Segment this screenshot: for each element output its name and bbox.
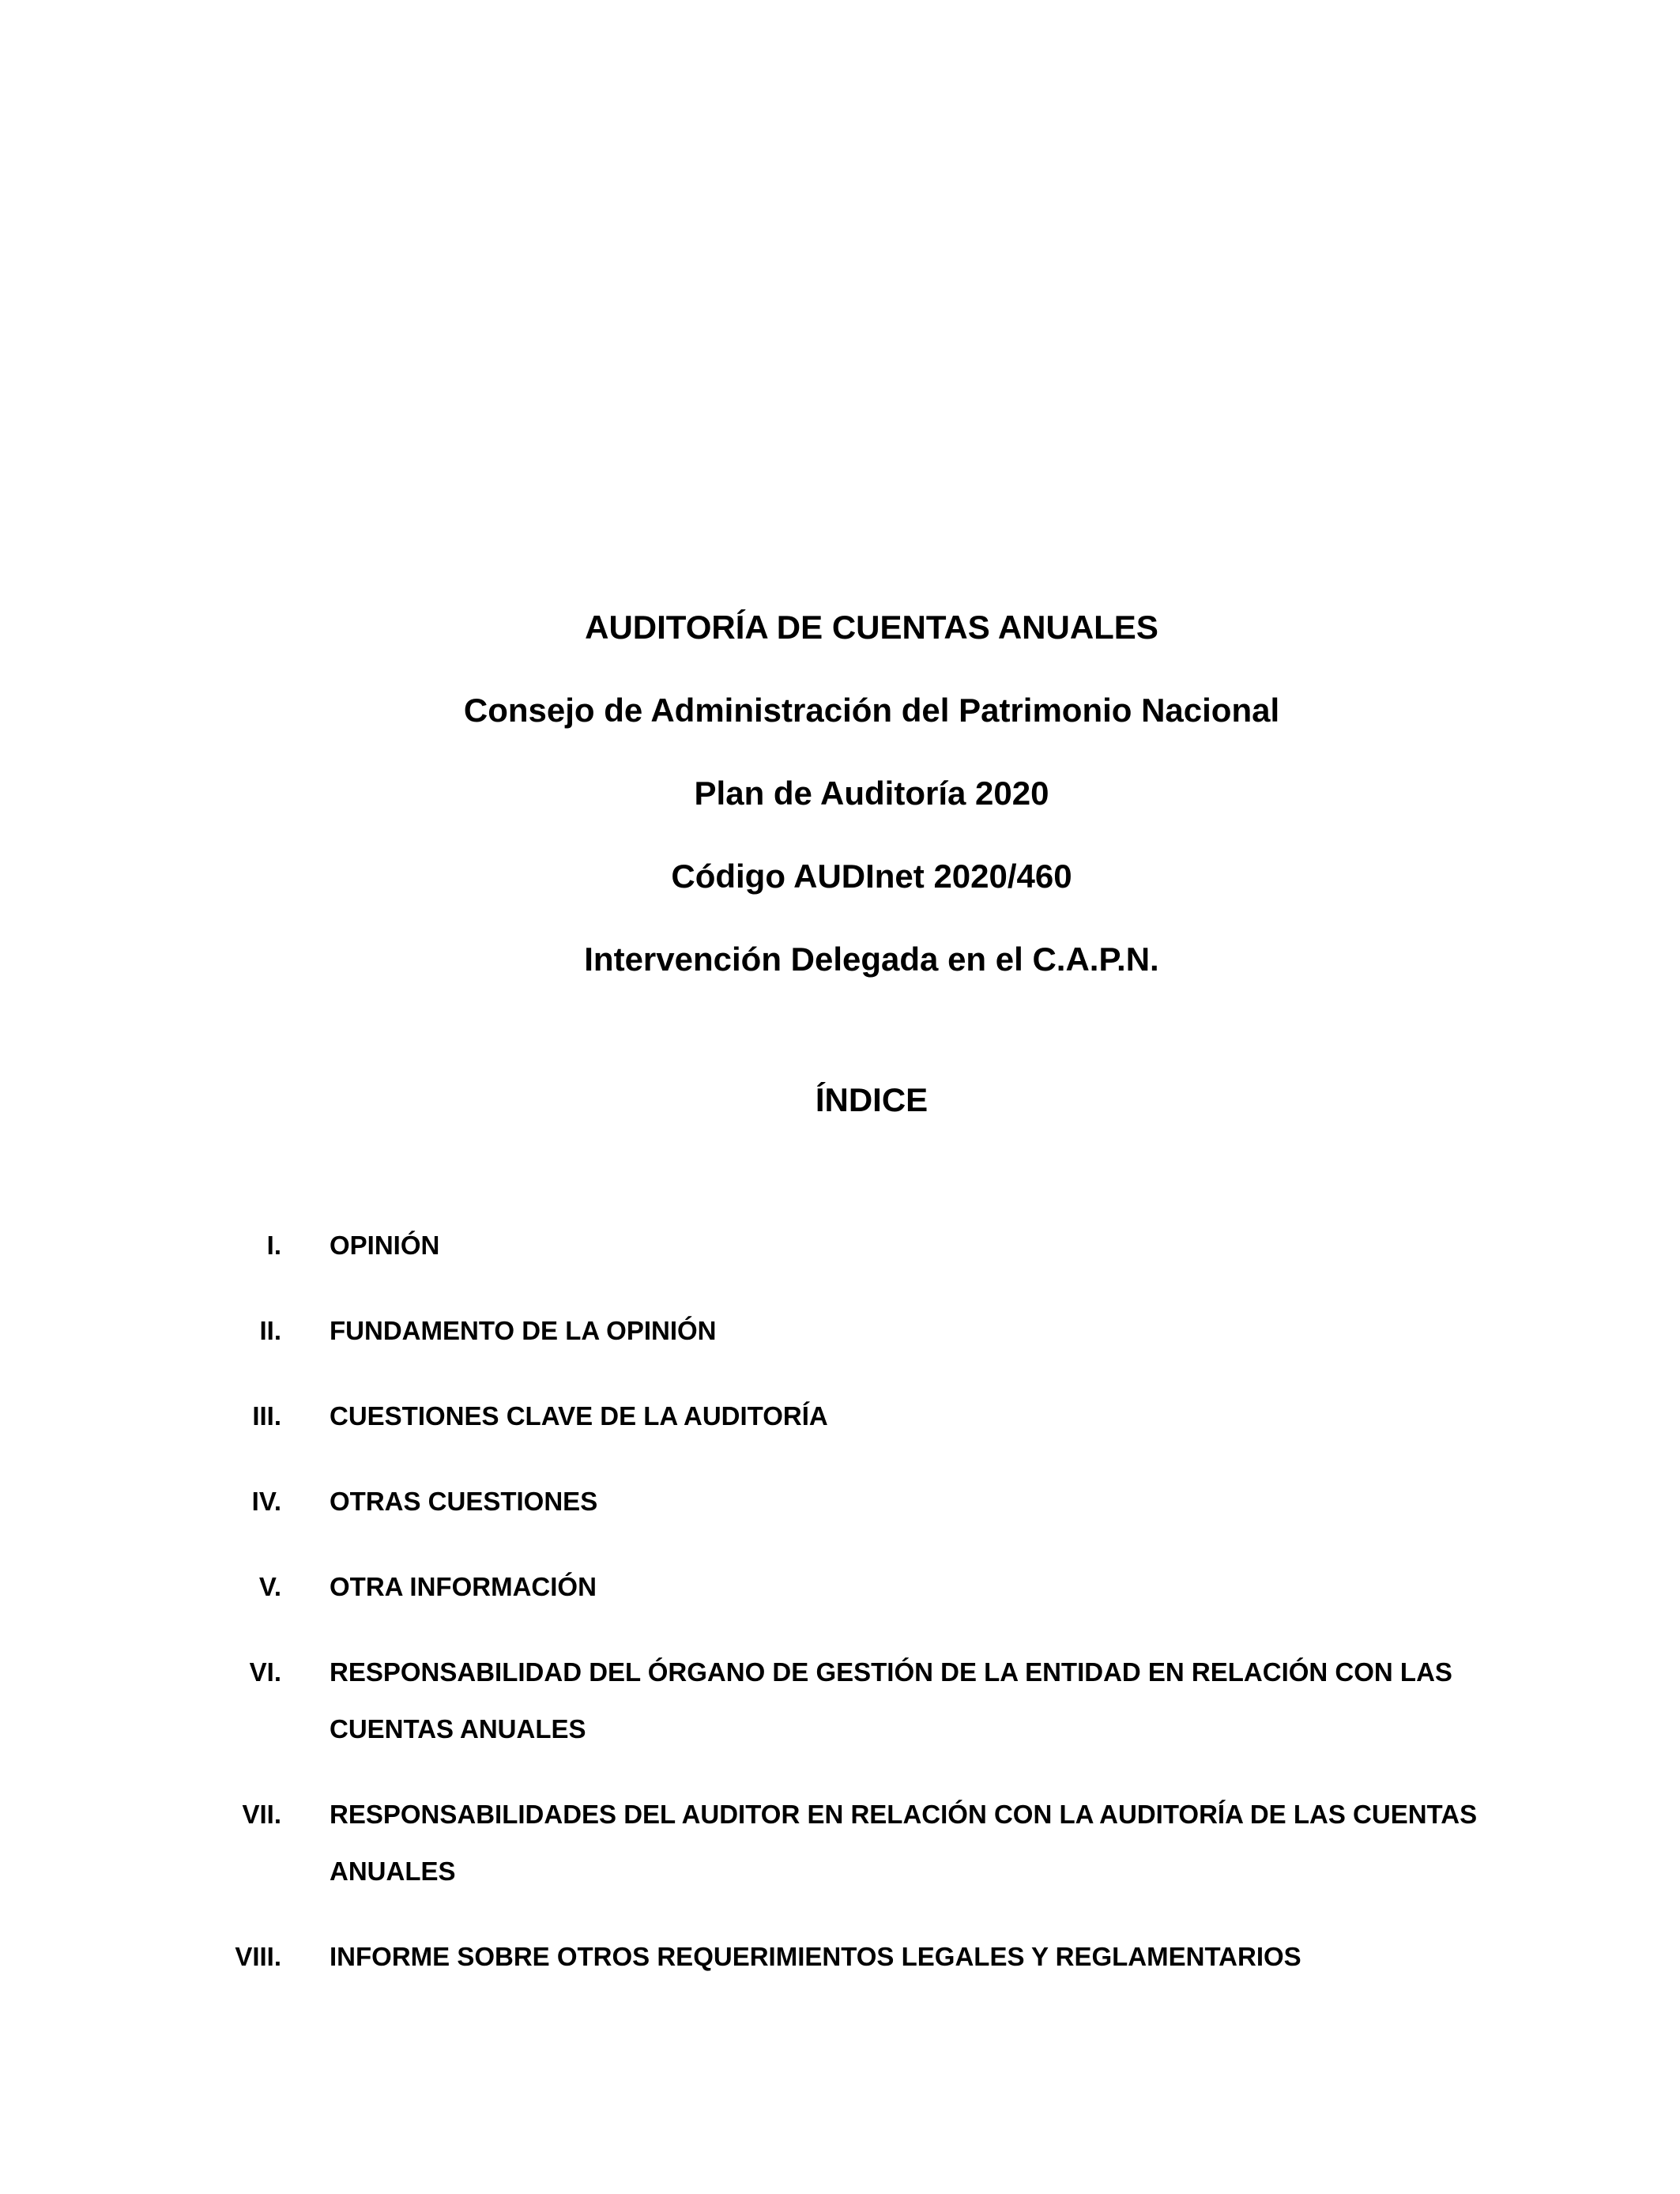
- toc-item-number: VII.: [242, 1800, 281, 1829]
- toc-item-number: III.: [252, 1401, 281, 1431]
- toc-item-number: II.: [259, 1316, 281, 1345]
- toc-item-number: VI.: [249, 1657, 281, 1687]
- title-block: [0, 609, 1680, 1023]
- toc-item-label: OTRA INFORMACIÓN: [330, 1572, 597, 1601]
- audinet-code: Código AUDInet 2020/460: [671, 858, 1072, 895]
- index-heading: ÍNDICE: [815, 1081, 929, 1118]
- audit-plan: Plan de Auditoría 2020: [694, 775, 1049, 812]
- toc-item-number: IV.: [251, 1487, 281, 1516]
- toc-item-number: I.: [266, 1231, 281, 1260]
- intervention-office: Intervención Delegada en el C.A.P.N.: [584, 941, 1159, 978]
- toc-item-label: OTRAS CUESTIONES: [330, 1487, 598, 1516]
- toc-item-label: RESPONSABILIDAD DEL ÓRGANO DE GESTIÓN DE LA ENTIDAD EN RELACIÓN CON LAS CUENTAS ANUALES: [330, 1657, 1452, 1744]
- toc-item-label: CUESTIONES CLAVE DE LA AUDITORÍA: [330, 1401, 828, 1431]
- toc-item-label: RESPONSABILIDADES DEL AUDITOR EN RELACIÓN CON LA AUDITORÍA DE LAS CUENTAS ANUALES: [330, 1800, 1478, 1886]
- toc-item-label: INFORME SOBRE OTROS REQUERIMIENTOS LEGALES Y REGLAMENTARIOS: [330, 1942, 1301, 1971]
- toc-item-number: V.: [258, 1572, 281, 1601]
- toc-item-label: OPINIÓN: [330, 1231, 440, 1260]
- toc-item-label: FUNDAMENTO DE LA OPINIÓN: [330, 1316, 717, 1345]
- toc-item-number: VIII.: [235, 1942, 281, 1971]
- document-title: AUDITORÍA DE CUENTAS ANUALES: [585, 609, 1158, 646]
- entity-name: Consejo de Administración del Patrimonio Nacional: [463, 692, 1280, 729]
